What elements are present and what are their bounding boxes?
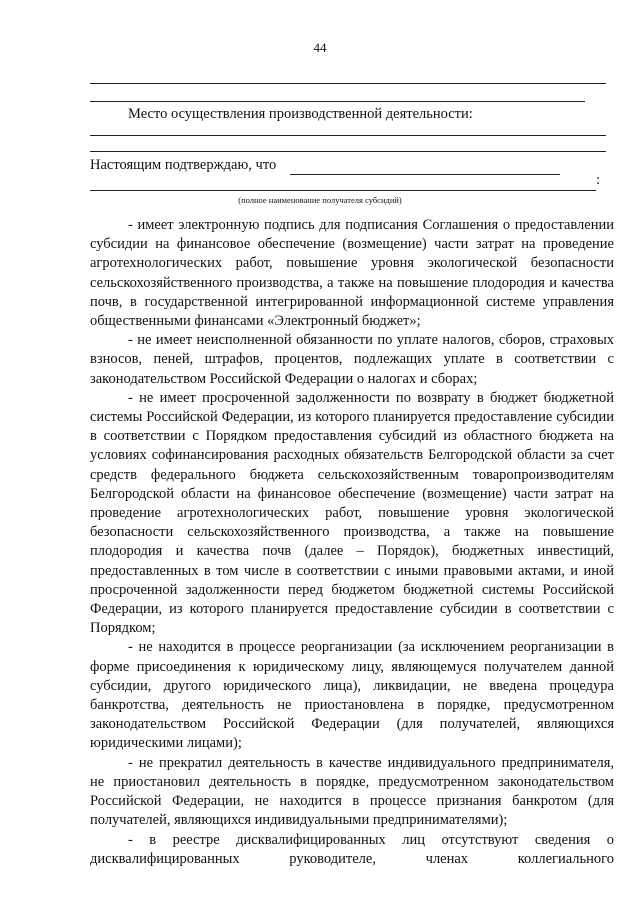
blank-line (90, 151, 606, 152)
blank-line (90, 135, 606, 136)
paragraph-disqualified-registry: - в реестре дисквалифицированных лиц отсутствуют сведения о дисквалифицированных руководителе, членах коллегиального (90, 831, 614, 867)
recipient-name-line (90, 190, 596, 191)
recipient-name-line (290, 174, 560, 175)
paragraph-no-overdue-debt: - не имеет просроченной задолженности по возврату в бюджет бюджетной системы Российской Федерации, из которого планируется предоставление субсидии в соответствии с Порядком предоставления субсидий из областного бюджета на условиях софинансирования расходных обязательств Белгородской области за счет средств федерального бюджета сельскохозяйственным товаропроизводителям Белгородской области на финансовое обеспечение (возмещение) части затрат на проведение агротехнологических работ, повышение уровня экологической безопасности сельскохозяйственного производства, а также на повышение плодородия и качества почв (далее – Порядок), бюджетных инвестиций, предоставленных в том числе в соответствии с иными правовыми актами, и иной просроченной задолженности перед бюджетом бюджетной системы Российской Федерации, из которого планируется предоставление субсидии в соответствии с Порядком; (90, 389, 614, 637)
confirm-label: Настоящим подтверждаю, что (90, 157, 277, 173)
blank-line (90, 83, 606, 84)
paragraph-electronic-signature: - имеет электронную подпись для подписания Соглашения о предоставлении субсидии на финансовое обеспечение (возмещение) части затрат на проведение агротехнологических работ, повышение уровня экологической безопасности сельскохозяйственного производства, а также на повышение плодородия и качества почв, в государственной интегрированной информационной системе управления общественными финансами «Электронный бюджет»; (90, 217, 614, 330)
paragraph-not-in-reorganization: - не находится в процессе реорганизации (за исключением реорганизации в форме присоединения к юридическому лицу, являющемуся получателем данной субсидии, другого юридического лица), ликвидации, не введена процедура банкротства, деятельность не приостановлена в порядке, предусмотренном законодательством Российской Федерации (для получателей, являющихся юридическими лицами); (90, 639, 614, 752)
blank-line (90, 101, 585, 102)
page-number: 44 (313, 40, 327, 55)
declaration-body (90, 216, 614, 869)
colon-mark: : (596, 172, 601, 188)
place-of-activity-label: Место осуществления производственной деятельности: (128, 106, 473, 122)
paragraph-no-tax-debt: - не имеет неисполненной обязанности по уплате налогов, сборов, страховых взносов, пеней, штрафов, процентов, подлежащих уплате в соответствии с законодательством Российской Федерации о налогах и сборах; (90, 332, 614, 387)
recipient-caption: (полное наименование получателя субсидий) (238, 195, 402, 205)
paragraph-individual-entrepreneur: - не прекратил деятельность в качестве индивидуального предпринимателя, не приостановил деятельность в порядке, предусмотренном законодательством Российской Федерации, не находится в процессе признания банкротом (для получателей, являющихся индивидуальными предпринимателями); (90, 754, 614, 829)
